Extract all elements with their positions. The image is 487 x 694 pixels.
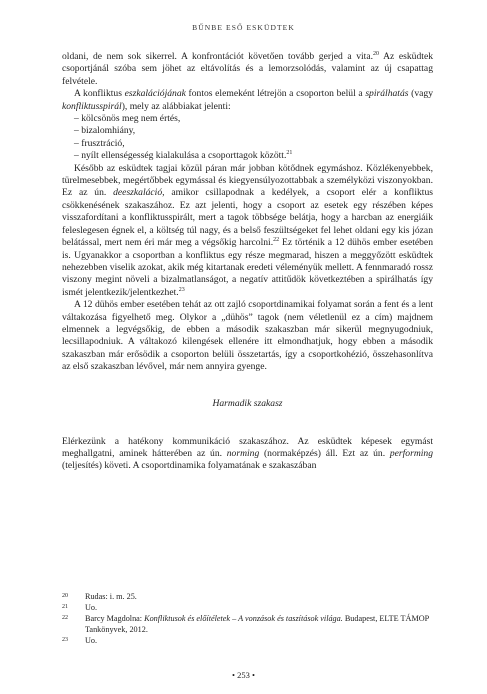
text-run: Uo. xyxy=(85,636,98,645)
bullet-list xyxy=(62,113,433,163)
footnote-ref: 21 xyxy=(286,150,293,157)
paragraph xyxy=(62,51,433,88)
list-item xyxy=(74,150,433,162)
page-number: • 253 • xyxy=(232,670,255,680)
list-item xyxy=(74,113,433,125)
list-item xyxy=(74,138,433,150)
emphasis: Konfliktusok és előítéletek – A vonzások és taszítások világa. xyxy=(144,614,343,623)
text-run: Az esküdtek csoportjánál szóba sem jöhet az eltávolítás és a lemorzsolódás, valamint az új csapattag felvétele. xyxy=(62,51,433,87)
footnote-ref: 20 xyxy=(373,50,380,57)
text-run: Ez történik a 12 dühös ember esetében is. Ugyanakkor a csoportban a konfliktus egy része megmarad, hiszen a meggyőzött esküdtek nehezebben viselik azokat, akik még kitartanak eredeti véleményük mellett. A fennmaradó rossz viszony megint növeli a bizalmatlanságot, a negatív attitűdök következtében a spirálhatás így ismét jelentkezik/jelentkezhet. xyxy=(62,237,433,298)
text-run: ), mely az alábbiakat jelenti: xyxy=(121,100,231,112)
footnote-number: 23 xyxy=(62,637,68,643)
footnote xyxy=(62,613,433,635)
text-run: (teljesítés) követi. A csoportdinamika folyamatának e szakaszában xyxy=(62,460,317,472)
list-item-text: bizalomhiány, xyxy=(81,125,136,137)
text-run: Rudas: i. m. 25. xyxy=(85,592,137,601)
main-text xyxy=(62,51,433,473)
footnote-ref: 22 xyxy=(273,236,280,243)
text-run: A konfliktus xyxy=(74,88,125,100)
paragraph: A 12 dühös ember esetében tehát az ott zajló csoportdinamikai folyamat során a fent és a lent váltakozása figyelhető meg. Olykor a „dühös” tagok (nem véletlenül ez a cím) majdnem elmennek a legvégsőkig, de ebben a második szakaszban már sikerül megnyugodniuk, lecsillapodniuk. A váltakozó kilengések ellenére itt elmondhatjuk, hogy ebben a második szakaszban már erősödik a csoporton belüli összetartás, így a csoportkohézió, összehasonlítva az első szakaszban lévővel, már nem annyira gyenge. xyxy=(62,299,433,373)
text-run: amikor csillapodnak a kedélyek, a csoport elér a konfliktus csökkenésének szakaszához. Ez azt jelenti, hogy a csoport az esetek egy részében képes visszafordítani a konfliktusspirált, mert a tagok többsége belátja, hogy a harcban az energiáik feleslegesen égnek el, a költség túl nagy, és a belső feszültségeket fel lehet oldani egy kis józan belátással, mert nem éri már meg a végsőkig harcolni. xyxy=(62,187,434,249)
text-run: (normaképzés) áll. Ezt az ún. xyxy=(259,447,390,459)
paragraph xyxy=(62,436,433,473)
footnote-number: 20 xyxy=(62,593,68,599)
footnote xyxy=(62,635,433,646)
footnote xyxy=(62,591,433,602)
footnote-text xyxy=(85,591,433,602)
text-run: Budapest, ELTE TÁMOP Tankönyvek, 2012. xyxy=(85,614,429,634)
footnote-ref: 23 xyxy=(178,286,185,293)
emphasis: deeszkaláció, xyxy=(113,187,165,199)
section-heading: Harmadik szakasz xyxy=(212,398,283,410)
text-run: (vagy xyxy=(408,88,433,100)
list-item xyxy=(74,125,433,137)
text-run: Barcy Magdolna: xyxy=(85,614,145,623)
text-run: fontos elemeként létrejön a csoporton belül a xyxy=(185,88,366,100)
footnote xyxy=(62,602,433,613)
footnotes xyxy=(62,591,433,646)
footnote-number: 22 xyxy=(62,615,68,621)
emphasis: norming xyxy=(226,447,260,459)
emphasis: performing xyxy=(389,447,433,459)
running-head: BŰNBE ESŐ ESKÜDTEK xyxy=(192,23,295,32)
footnote-number: 21 xyxy=(62,604,68,610)
list-item-text: frusztráció, xyxy=(81,137,125,149)
list-item-text: nyílt ellenségesség kialakulása a csoporttagok között. xyxy=(81,150,287,162)
text-run: Később az esküdtek tagjai közül páran már jobban kötődnek egymáshoz. Közlékenyebbek, türelmesebbek, megértőbbek egymással és kiegyensúlyozottabbak a személyközi viszonyokban. Ez az ún. xyxy=(62,162,433,199)
footnote-text xyxy=(85,613,433,635)
paragraph xyxy=(62,88,433,113)
emphasis: konfliktusspirál xyxy=(62,100,122,112)
footnote-text xyxy=(85,602,433,613)
list-item-text: kölcsönös meg nem értés, xyxy=(81,113,181,125)
text-run: oldani, de nem sok sikerrel. A konfrontációt követően tovább gerjed a vita. xyxy=(62,51,374,62)
emphasis: eszkalációjának xyxy=(124,88,186,100)
paragraph xyxy=(62,163,433,299)
emphasis: spirálhatás xyxy=(365,88,409,100)
text-run: Uo. xyxy=(85,603,98,612)
footnote-text xyxy=(85,635,433,646)
text-run: Elérkezünk a hatékony kommunikáció szakaszához. Az esküdtek képesek egymást meghallgatni, aminek hátterében az ún. xyxy=(62,435,433,459)
